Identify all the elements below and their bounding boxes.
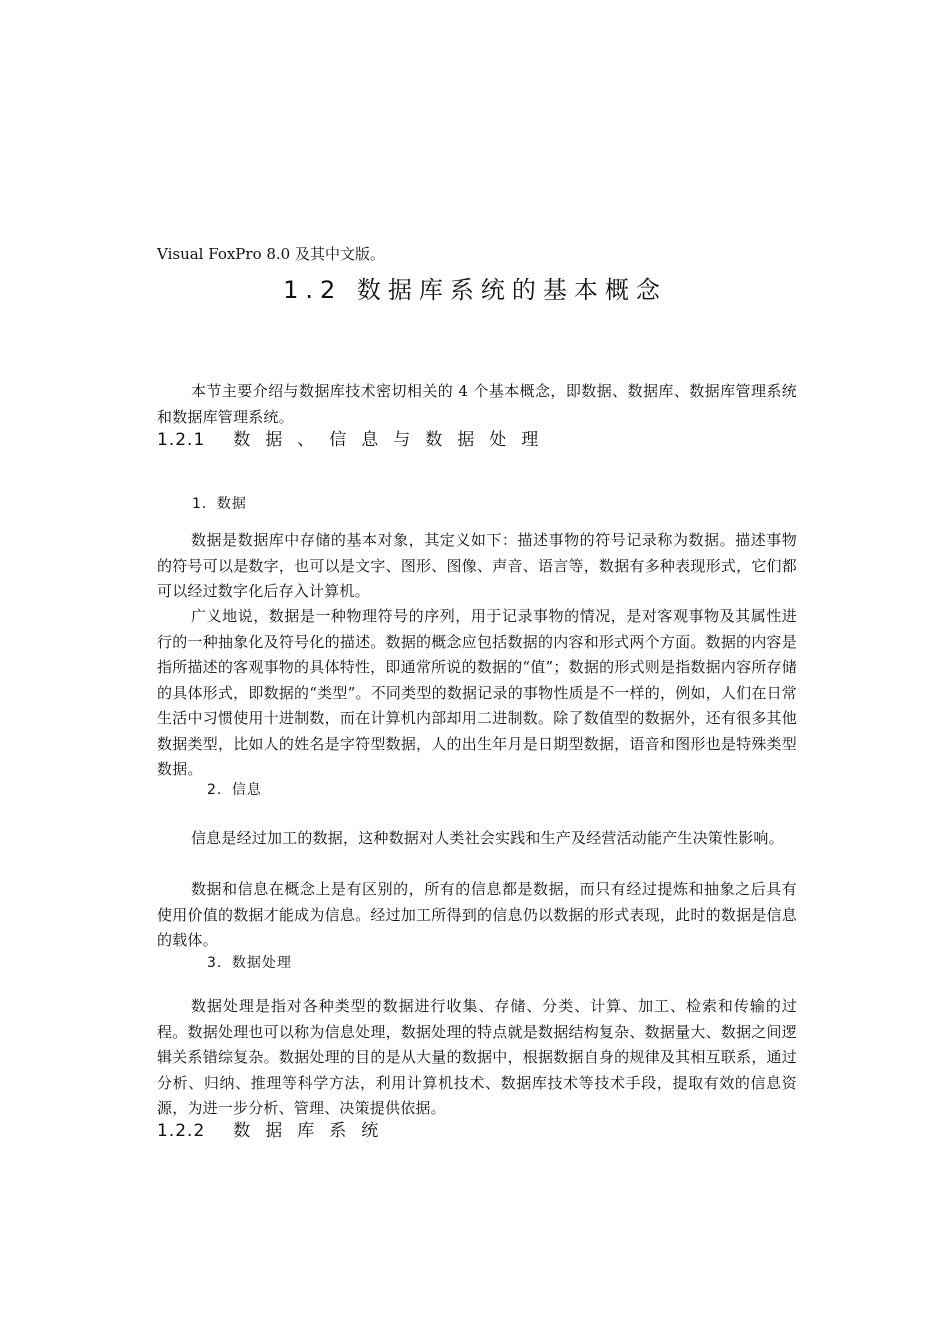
intro-paragraph: 本节主要介绍与数据库技术密切相关的 4 个基本概念，即数据、数据库、数据库管理系统和数据库管理系统。 (157, 382, 797, 426)
section-number: 1.2.2 (157, 1121, 206, 1141)
subheading-information: 2．信息 (207, 782, 262, 798)
intro-line: Visual FoxPro 8.0 及其中文版。 (157, 245, 385, 263)
paragraph: 广义地说，数据是一种物理符号的序列，用于记录事物的情况，是对客观事物及其属性进行的一种抽象化及符号化的描述。数据的概念应包括数据的内容和形式两个方面。数据的内容是指所描述的客观事物的具体特性，即通常所说的数据的“值”；数据的形式则是指数据内容所存储的具体形式，即数据的“类型”。不同类型的数据记录的事物性质是不一样的，例如，人们在日常生活中习惯使用十进制数，而在计算机内部却用二进制数。除了数值型的数据外，还有很多其他数据类型，比如人的姓名是字符型数据，人的出生年月是日期型数据，语音和图形也是特殊类型数据。 (157, 607, 797, 778)
subheading-data-processing: 3．数据处理 (207, 955, 292, 971)
paragraph: 数据和信息在概念上是有区别的，所有的信息都是数据，而只有经过提炼和抽象之后具有使用价值的数据才能成为信息。经过加工所得到的信息仍以数据的形式表现，此时的数据是信息的载体。 (157, 880, 797, 949)
paragraph: 信息是经过加工的数据，这种数据对人类社会实践和生产及经营活动能产生决策性影响。 (191, 829, 784, 847)
subheading-data: 1．数据 (192, 496, 247, 512)
chapter-title: 1.2 数据库系统的基本概念 (283, 276, 667, 304)
section-heading-1-2-1 (157, 427, 553, 453)
section-number: 1.2.1 (157, 430, 206, 450)
section-title: 数据库系统 (233, 1121, 394, 1141)
paragraph: 数据是数据库中存储的基本对象，其定义如下：描述事物的符号记录称为数据。描述事物的符号可以是数字，也可以是文字、图形、图像、声音、语言等，数据有多种表现形式，它们都可以经过数字化后存入计算机。 (157, 531, 797, 600)
section-title: 数据、信息与数据处理 (233, 430, 554, 450)
section-heading-1-2-2 (157, 1118, 393, 1144)
paragraph: 数据处理是指对各种类型的数据进行收集、存储、分类、计算、加工、检索和传输的过程。数据处理也可以称为信息处理，数据处理的特点就是数据结构复杂、数据量大、数据之间逻辑关系错综复杂。数据处理的目的是从大量的数据中，根据数据自身的规律及其相互联系，通过分析、归纳、推理等科学方法，利用计算机技术、数据库技术等技术手段，提取有效的信息资源，为进一步分析、管理、决策提供依据。 (157, 997, 797, 1117)
